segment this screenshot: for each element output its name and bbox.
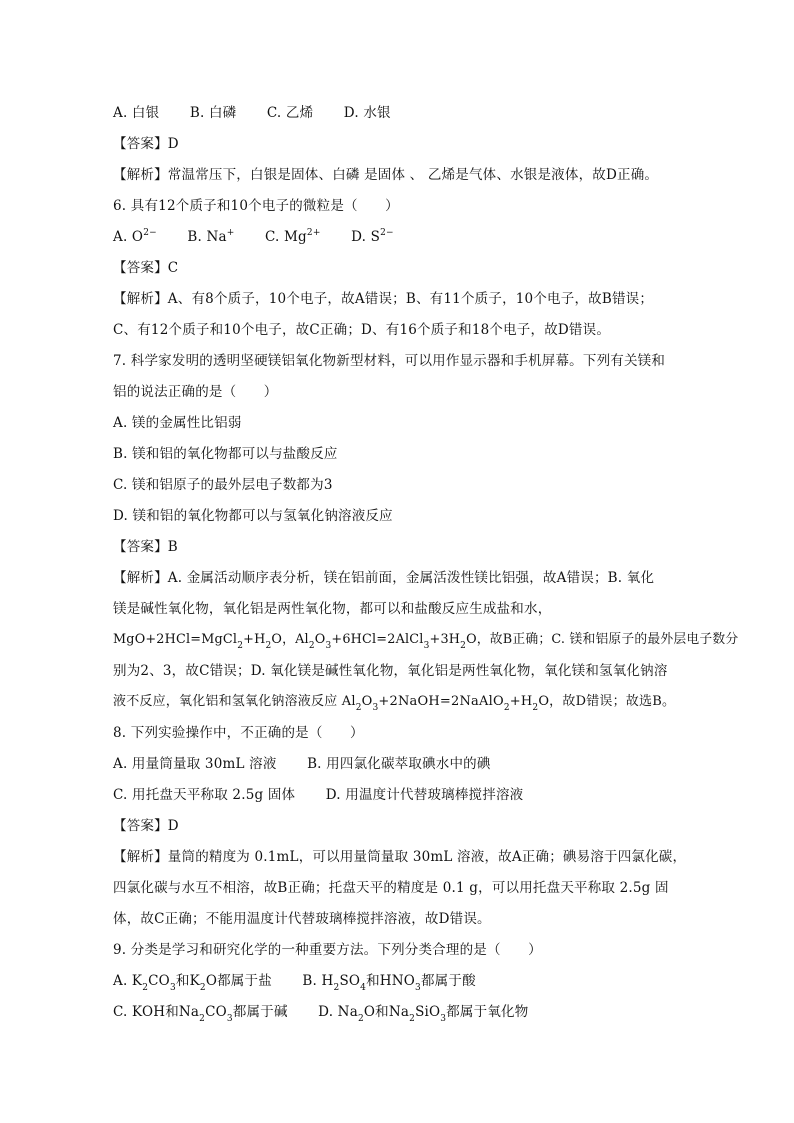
q9-option-c: C. KOH和$Na_2CO_3$都属于碱: [113, 1004, 288, 1024]
q8-options-row-2: [113, 786, 523, 804]
q7-analysis-line-5: 液不反应，氧化铝和氢氧化钠溶液反应 $Al_2O_3+2NaOH=2NaAlO_2+H_2O$，故D错误；故选B。: [113, 694, 676, 713]
q9-options-row-2: [113, 1003, 529, 1024]
q7-analysis-line-1: 【解析】A. 金属活动顺序表分析，镁在铝前面，金属活泼性镁比铝强，故A错误；B. 氧化: [113, 570, 655, 586]
q5-options: [113, 104, 391, 122]
q8-analysis-line-3: 体，故C正确；不能用温度计代替玻璃棒搅拌溶液，故D错误。: [113, 911, 491, 927]
q7-stem-line-1: 7. 科学家发明的透明坚硬镁铝氧化物新型材料，可以用作显示器和手机屏幕。下列有关镁和: [113, 353, 666, 369]
q5-option-a: A. 白银: [113, 105, 160, 121]
q7-analysis-line-2: 镁是碱性氧化物，氧化铝是两性氧化物，都可以和盐酸反应生成盐和水，: [113, 601, 552, 617]
q8-option-b: B. 用四氯化碳萃取碘水中的碘: [307, 756, 491, 772]
q7-stem-line-2: 铝的说法正确的是（ ）: [113, 384, 278, 400]
q7-option-d: D. 镁和铝的氧化物都可以与氢氧化钠溶液反应: [113, 508, 393, 524]
q6-option-a: A. $O^{2-}$: [113, 227, 157, 245]
q5-option-b: B. 白磷: [189, 105, 237, 121]
q6-option-c: C. $Mg^{2+}$: [265, 227, 321, 245]
q8-option-d: D. 用温度计代替玻璃棒搅拌溶液: [325, 787, 524, 803]
q7-option-b: B. 镁和铝的氧化物都可以与盐酸反应: [113, 446, 338, 462]
q9-option-a: A. $K_2CO_3$和$K_2O$都属于盐: [113, 973, 272, 993]
q7-equation-line: $MgO+2HCl=MgCl_2+H_2O$，$Al_2O_3+6HCl=2AlCl_3+3H_2O$，故B正确；C. 镁和铝原子的最外层电子数分: [113, 632, 739, 651]
q7-option-a: A. 镁的金属性比铝弱: [113, 415, 242, 431]
q6-analysis-line-1: 【解析】A、有8个质子，10个电子，故A错误；B、有11个质子，10个电子，故B错误；: [113, 291, 654, 307]
q6-option-b: B. Na+: [187, 227, 235, 245]
q6-answer: 【答案】C: [113, 260, 179, 276]
q7-option-c: C. 镁和铝原子的最外层电子数都为3: [113, 477, 333, 493]
q6-option-d: D. $S^{2-}$: [351, 227, 394, 245]
q7-analysis-line-4: 别为2、3，故C错误；D. 氧化镁是碱性氧化物，氧化铝是两性氧化物，氧化镁和氢氧化钠溶: [113, 663, 668, 679]
q9-options-row-1: [113, 972, 476, 993]
q8-option-a: A. 用量筒量取 30mL 溶液: [113, 756, 277, 772]
q6-options: [113, 228, 394, 246]
q6-analysis-line-2: C、有12个质子和10个电子，故C正确；D、有16个质子和18个电子，故D错误。: [113, 322, 611, 338]
q5-option-d: D. 水银: [343, 105, 391, 121]
q8-option-c: C. 用托盘天平称取 2.5g 固体: [113, 787, 296, 803]
q8-answer: 【答案】D: [113, 818, 179, 834]
q8-stem: 8. 下列实验操作中，不正确的是（ ）: [113, 725, 364, 741]
q9-option-b: B. $H_2SO_4$和$HNO_3$都属于酸: [302, 973, 476, 993]
q8-options-row-1: [113, 755, 491, 773]
q6-stem: 6. 具有12个质子和10个电子的微粒是（ ）: [113, 198, 399, 214]
q5-analysis: 【解析】常温常压下，白银是固体、白磷 是固体 、 乙烯是气体、水银是液体，故D正确。: [113, 167, 659, 183]
q5-option-c: C. 乙烯: [266, 105, 314, 121]
q9-option-d: D. $Na_2O$和$Na_2SiO_3$都属于氧化物: [318, 1004, 529, 1024]
q7-answer: 【答案】B: [113, 539, 178, 555]
q8-analysis-line-1: 【解析】量筒的精度为 0.1mL，可以用量筒量取 30mL 溶液，故A正确；碘易溶于四氯化碳，: [113, 849, 687, 865]
q9-stem: 9. 分类是学习和研究化学的一种重要方法。下列分类合理的是（ ）: [113, 942, 542, 958]
q5-answer: 【答案】D: [113, 136, 179, 152]
q8-analysis-line-2: 四氯化碳与水互不相溶，故B正确；托盘天平的精度是 0.1 g，可以用托盘天平称取 2.5g 固: [113, 880, 669, 896]
